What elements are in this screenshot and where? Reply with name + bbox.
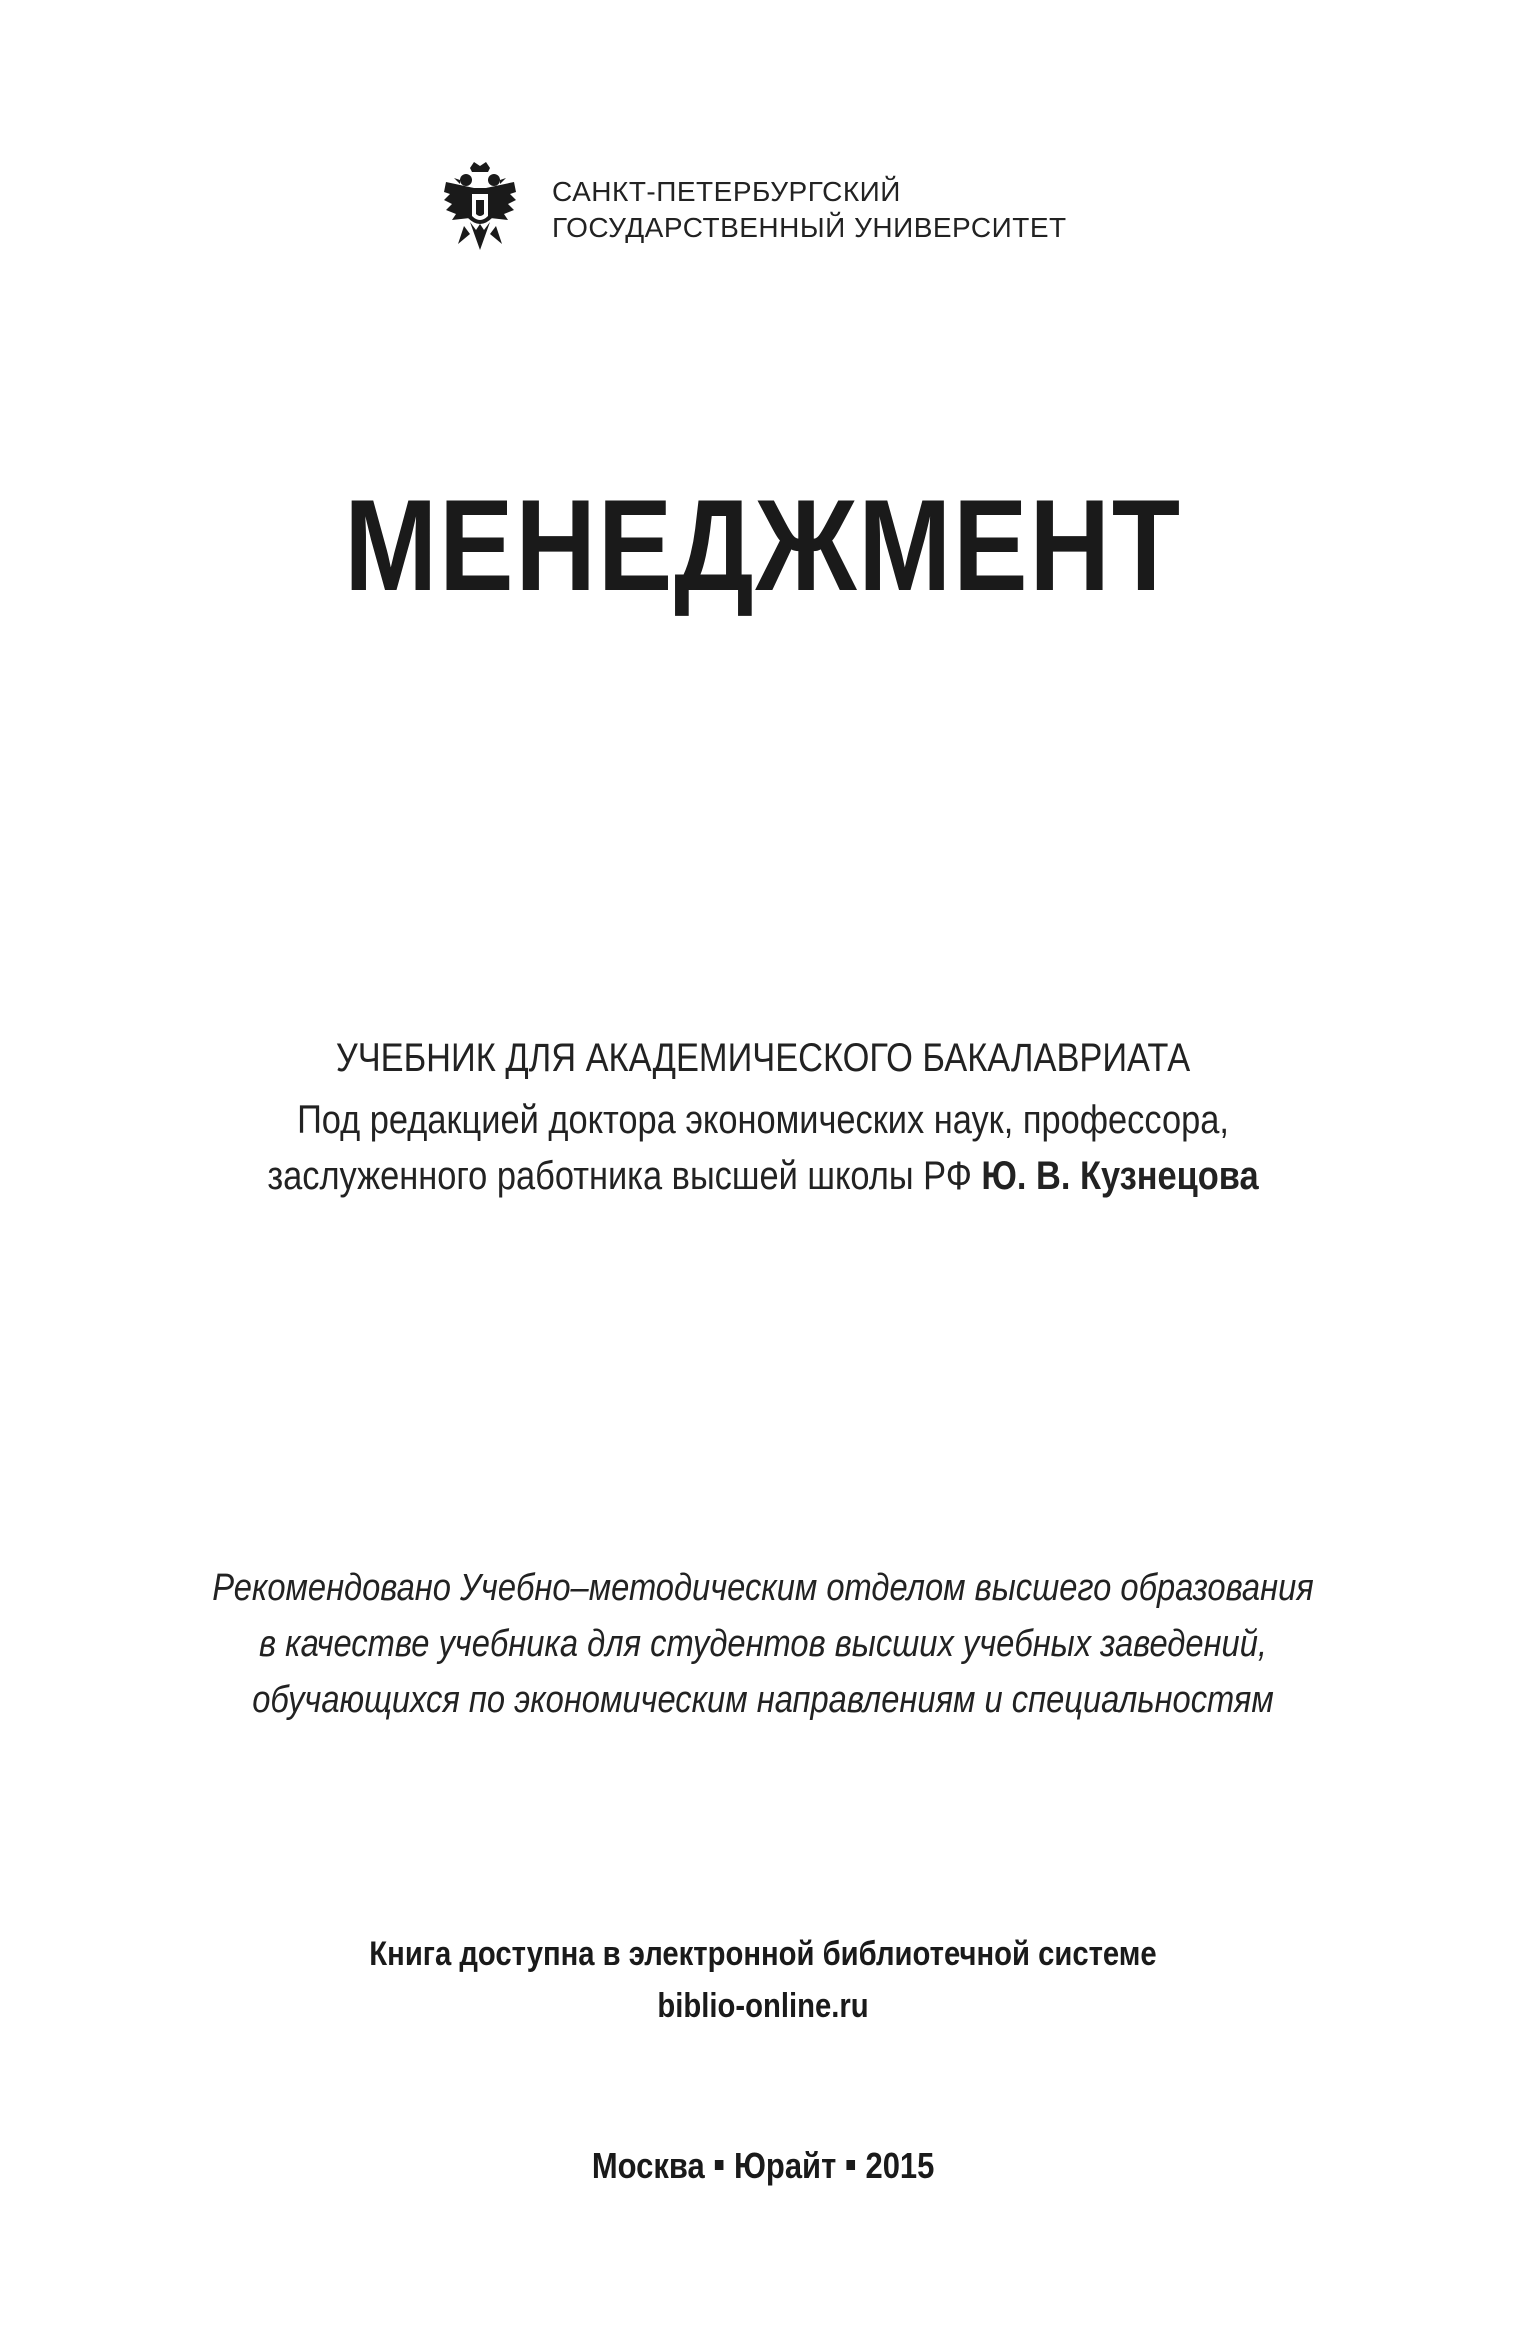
imprint-publisher: Юрайт [733, 2145, 837, 2186]
availability-url: biblio-online.ru [657, 1987, 869, 2025]
editor-line2 [107, 1148, 1419, 1204]
imprint [0, 2140, 1526, 2192]
editor-name: Ю. В. Кузнецова [981, 1154, 1259, 1198]
separator-square-icon [846, 2160, 855, 2170]
subtitle-block [0, 1030, 1526, 1204]
editor-line1: Под редакцией доктора экономических наук, профессора, [297, 1098, 1229, 1142]
double-headed-eagle-emblem-icon [440, 160, 520, 260]
recommendation-line3: обучающихся по экономическим направлениям и специальностям [252, 1679, 1274, 1721]
recommendation-line1: Рекомендовано Учебно–методическим отделом высшего образования [212, 1567, 1314, 1609]
university-name [552, 174, 1067, 246]
imprint-city: Москва [591, 2145, 705, 2186]
recommendation-line2: в качестве учебника для студентов высших учебных заведений, [259, 1623, 1267, 1665]
book-type: УЧЕБНИК ДЛЯ АКАДЕМИЧЕСКОГО БАКАЛАВРИАТА [335, 1036, 1191, 1080]
separator-square-icon [715, 2160, 724, 2170]
editor-line2-prefix: заслуженного работника высшей школы РФ [267, 1154, 982, 1198]
availability-line1: Книга доступна в электронной библиотечной системе [369, 1935, 1157, 1973]
book-title: МЕНЕДЖМЕНТ [344, 472, 1182, 618]
imprint-year: 2015 [865, 2145, 935, 2186]
university-name-line2: ГОСУДАРСТВЕННЫЙ УНИВЕРСИТЕТ [552, 212, 1067, 243]
availability-block [0, 1928, 1526, 2032]
recommendation-block [0, 1560, 1526, 1728]
university-name-line1: САНКТ-ПЕТЕРБУРГСКИЙ [552, 176, 901, 207]
university-header [440, 160, 1067, 260]
